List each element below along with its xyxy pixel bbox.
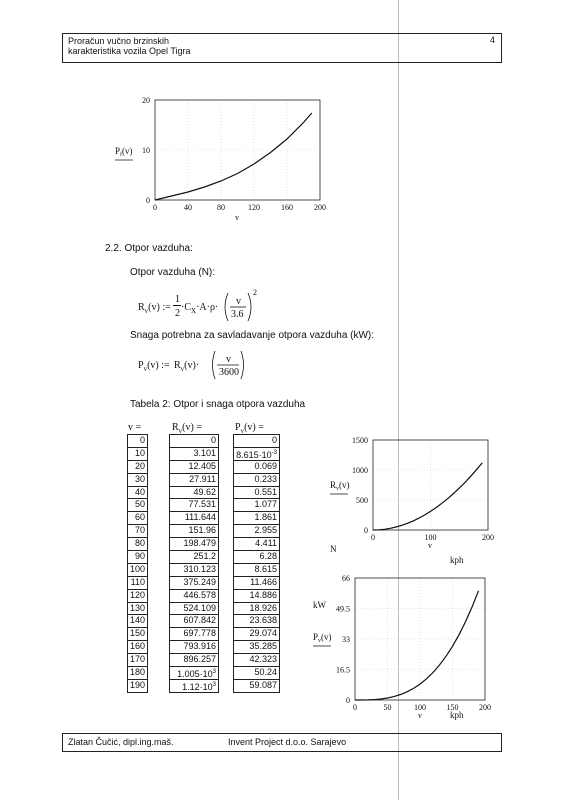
table-cell-r: 151.96	[170, 525, 218, 538]
rv-arg: (v) :=	[148, 302, 171, 313]
header-title-line2: karakteristika vozila Opel Tigra	[68, 46, 191, 56]
table-cell-v: 100	[128, 564, 147, 577]
y-tick-label: 66	[342, 574, 350, 583]
table-cell-p: 59.087	[249, 679, 277, 690]
y-tick-label: 16.5	[336, 665, 350, 675]
x-tick-label: 100	[414, 703, 426, 712]
series-line	[355, 591, 479, 700]
table-cell-r: 524.109	[170, 603, 218, 616]
rv-half-den: 2	[175, 308, 180, 319]
y-axis-label-arg: (v)	[339, 480, 350, 490]
table-cell-p: $8.615\cdot 10^{-3}$	[234, 448, 279, 461]
table-cell-p: 18.926	[234, 603, 279, 616]
y-axis-label-arg: (v)	[122, 146, 133, 156]
table-cell-exponent: 3	[212, 681, 216, 688]
y-axis-label-symbol: P	[115, 146, 121, 156]
x-axis-unit: kph	[450, 710, 464, 720]
x-tick-label: 0	[371, 533, 375, 542]
power-label: Snaga potrebna za savladavanje otpora vazduha (kW):	[130, 330, 375, 341]
y-tick-label: 1000	[352, 466, 368, 475]
footer-author: Zlatan Čučić, dipl.ing.maš.	[68, 737, 174, 747]
x-tick-label: 40	[184, 203, 192, 212]
table-cell-r: 251.2	[170, 551, 218, 564]
table-cell-p: 0	[234, 435, 279, 448]
rv-symbol: R	[138, 302, 145, 313]
table-cell-r: 310.123	[170, 564, 218, 577]
series-line	[373, 463, 482, 530]
y-axis-label-sub: v	[336, 486, 340, 492]
x-tick-label: 200	[479, 703, 491, 712]
table-cell-v: 160	[128, 641, 147, 654]
table-cell-r: $1.005\cdot 10^3$	[170, 667, 218, 680]
table-cell-r: 793.916	[170, 641, 218, 654]
y-tick-label: 0	[364, 526, 368, 535]
x-tick-label: 100	[424, 533, 437, 542]
table-cell-p: 1.861	[234, 512, 279, 525]
y-tick-label: 33	[342, 635, 350, 644]
x-tick-label: 50	[383, 703, 392, 712]
col-p-arg: (v) =	[244, 422, 264, 433]
table-cell-v: 50	[128, 499, 147, 512]
table-cell-p: 23.638	[234, 615, 279, 628]
footer-company: Invent Project d.o.o. Sarajevo	[228, 737, 347, 747]
y-axis-label-sub: f	[120, 152, 123, 158]
rv-terms2: ·A·ρ·	[196, 302, 219, 313]
table-cell-v: 180	[128, 667, 147, 680]
table-cell-r: 0	[170, 435, 218, 448]
x-axis-label: v	[428, 541, 432, 550]
pv-frac-num: v	[226, 354, 231, 365]
rv-exp: 2	[253, 288, 257, 297]
y-tick-label: 0	[146, 196, 150, 205]
table-cell-p: 2.955	[234, 525, 279, 538]
rv-half-num: 1	[175, 294, 180, 305]
pv-rhs-arg: (v)·	[184, 360, 200, 371]
table-cell-r: 198.479	[170, 538, 218, 551]
y-tick-label: 1500	[352, 436, 368, 445]
table-cell-v: 130	[128, 603, 147, 616]
table-cell-v: 80	[128, 538, 147, 551]
table-column-rv	[169, 434, 219, 693]
col-r-sub: v	[178, 427, 183, 435]
table-cell-r: 49.62	[170, 487, 218, 500]
table-cell-r: 446.578	[170, 590, 218, 603]
x-axis-label: v	[235, 213, 239, 222]
y-axis-label-symbol: P	[313, 632, 319, 642]
table-cell-r: 27.911	[170, 474, 218, 487]
table-cell-v: 40	[128, 487, 147, 500]
table-cell-r: 697.778	[170, 628, 218, 641]
table-column-v	[127, 434, 148, 693]
table-cell-p: 8.615	[234, 564, 279, 577]
table-column-pv	[233, 434, 280, 693]
y-axis-unit: N	[330, 544, 337, 554]
pv-sub: v	[143, 365, 148, 373]
page-header	[62, 33, 502, 63]
pv-rhs-sub: v	[180, 365, 185, 373]
y-axis-label	[330, 480, 350, 492]
table-cell-v: 120	[128, 590, 147, 603]
rv-sub: v	[144, 307, 149, 315]
page-number: 4	[489, 35, 495, 45]
table-cell-p: 1.077	[234, 499, 279, 512]
col-p-symbol: P	[235, 422, 241, 433]
table-cell-v: 20	[128, 461, 147, 474]
table-cell-p: 50.24	[234, 667, 279, 680]
table-cell-p: 14.886	[234, 590, 279, 603]
table-cell-v: 150	[128, 628, 147, 641]
table-cell-p: 35.285	[234, 641, 279, 654]
rv-terms: ·C	[181, 302, 191, 313]
col-p-sub: v	[240, 427, 245, 435]
table-cell-v: 70	[128, 525, 147, 538]
x-tick-label: 200	[314, 203, 326, 212]
header-title-line1: Proračun vučno brzinskih	[68, 36, 170, 46]
chart-pv	[310, 570, 500, 732]
y-tick-label: 0	[346, 696, 350, 705]
rv-cx-sub: X	[191, 307, 197, 315]
table-cell-v: 140	[128, 615, 147, 628]
table-cell-exponent: -3	[271, 449, 277, 456]
x-tick-label: 0	[353, 703, 357, 712]
formula-rv	[138, 290, 258, 326]
table-cell-p: 6.28	[234, 551, 279, 564]
table-cell-r: 375.249	[170, 577, 218, 590]
table-cell-p: 0.233	[234, 474, 279, 487]
y-axis-unit: kW	[313, 600, 326, 610]
x-tick-label: 160	[281, 203, 293, 212]
series-line	[155, 113, 312, 200]
y-tick-label: 49.5	[336, 604, 350, 614]
table-cell-v: 90	[128, 551, 147, 564]
page-footer	[62, 733, 502, 752]
table-cell-r: $1.12\cdot 10^3$	[182, 681, 216, 692]
col-r-arg: (v) =	[182, 422, 202, 433]
table-cell-v: 0	[128, 435, 147, 448]
y-tick-label: 20	[142, 96, 150, 105]
table-cell-p: 4.411	[234, 538, 279, 551]
table-cell-v: 60	[128, 512, 147, 525]
y-axis-label	[313, 632, 332, 644]
y-tick-label: 500	[356, 496, 368, 505]
x-axis-label: v	[418, 711, 422, 720]
y-axis-label-sub: v	[318, 638, 322, 644]
x-axis-unit: kph	[450, 555, 464, 565]
table-cell-p: 42.323	[234, 654, 279, 667]
pv-frac-den: 3600	[219, 367, 239, 378]
table-cell-v: 110	[128, 577, 147, 590]
section-heading: 2.2. Otpor vazduha:	[105, 243, 193, 254]
x-tick-label: 120	[248, 203, 260, 212]
table-cell-p: 0.069	[234, 461, 279, 474]
col-r-symbol: R	[172, 422, 179, 433]
x-tick-label: 80	[217, 203, 225, 212]
table-cell-p: 29.074	[234, 628, 279, 641]
table-cell-r: 3.101	[170, 448, 218, 461]
y-axis-label-arg: (v)	[321, 632, 332, 642]
rv-half-bar	[173, 305, 181, 306]
y-axis-label	[115, 146, 133, 158]
chart-rv	[328, 430, 498, 570]
x-tick-label: 0	[153, 203, 157, 212]
pv-symbol: P	[138, 360, 144, 371]
table-cell-v: 190	[129, 679, 145, 690]
table-cell-r: 77.531	[170, 499, 218, 512]
table-cell-p: 0.551	[234, 487, 279, 500]
chart-pf	[100, 92, 350, 232]
table-cell-v: 170	[128, 654, 147, 667]
table-cell-r: 12.405	[170, 461, 218, 474]
y-axis-label-symbol: R	[330, 480, 337, 490]
table-cell-p: 11.466	[234, 577, 279, 590]
table-cell-exponent: 3	[212, 669, 216, 676]
table-cell-r: 896.257	[170, 654, 218, 667]
rv-frac-den: 3.6	[231, 309, 244, 320]
table-cell-r: 111.644	[170, 512, 218, 525]
resistance-label: Otpor vazduha (N):	[130, 267, 216, 278]
y-tick-label: 10	[142, 146, 150, 155]
pv-rhs-symbol: R	[174, 360, 181, 371]
formula-pv	[138, 348, 248, 384]
table-cell-v: 10	[128, 448, 147, 461]
table-cell-r: 607.842	[170, 615, 218, 628]
col-header-v: v =	[128, 422, 142, 433]
pv-arg: (v) :=	[147, 360, 170, 371]
x-tick-label: 200	[482, 533, 494, 542]
table-cell-v: 30	[128, 474, 147, 487]
x-tick-label: 150	[446, 703, 459, 712]
rv-frac-num: v	[236, 296, 241, 307]
table-caption: Tabela 2: Otpor i snaga otpora vazduha	[130, 399, 306, 410]
